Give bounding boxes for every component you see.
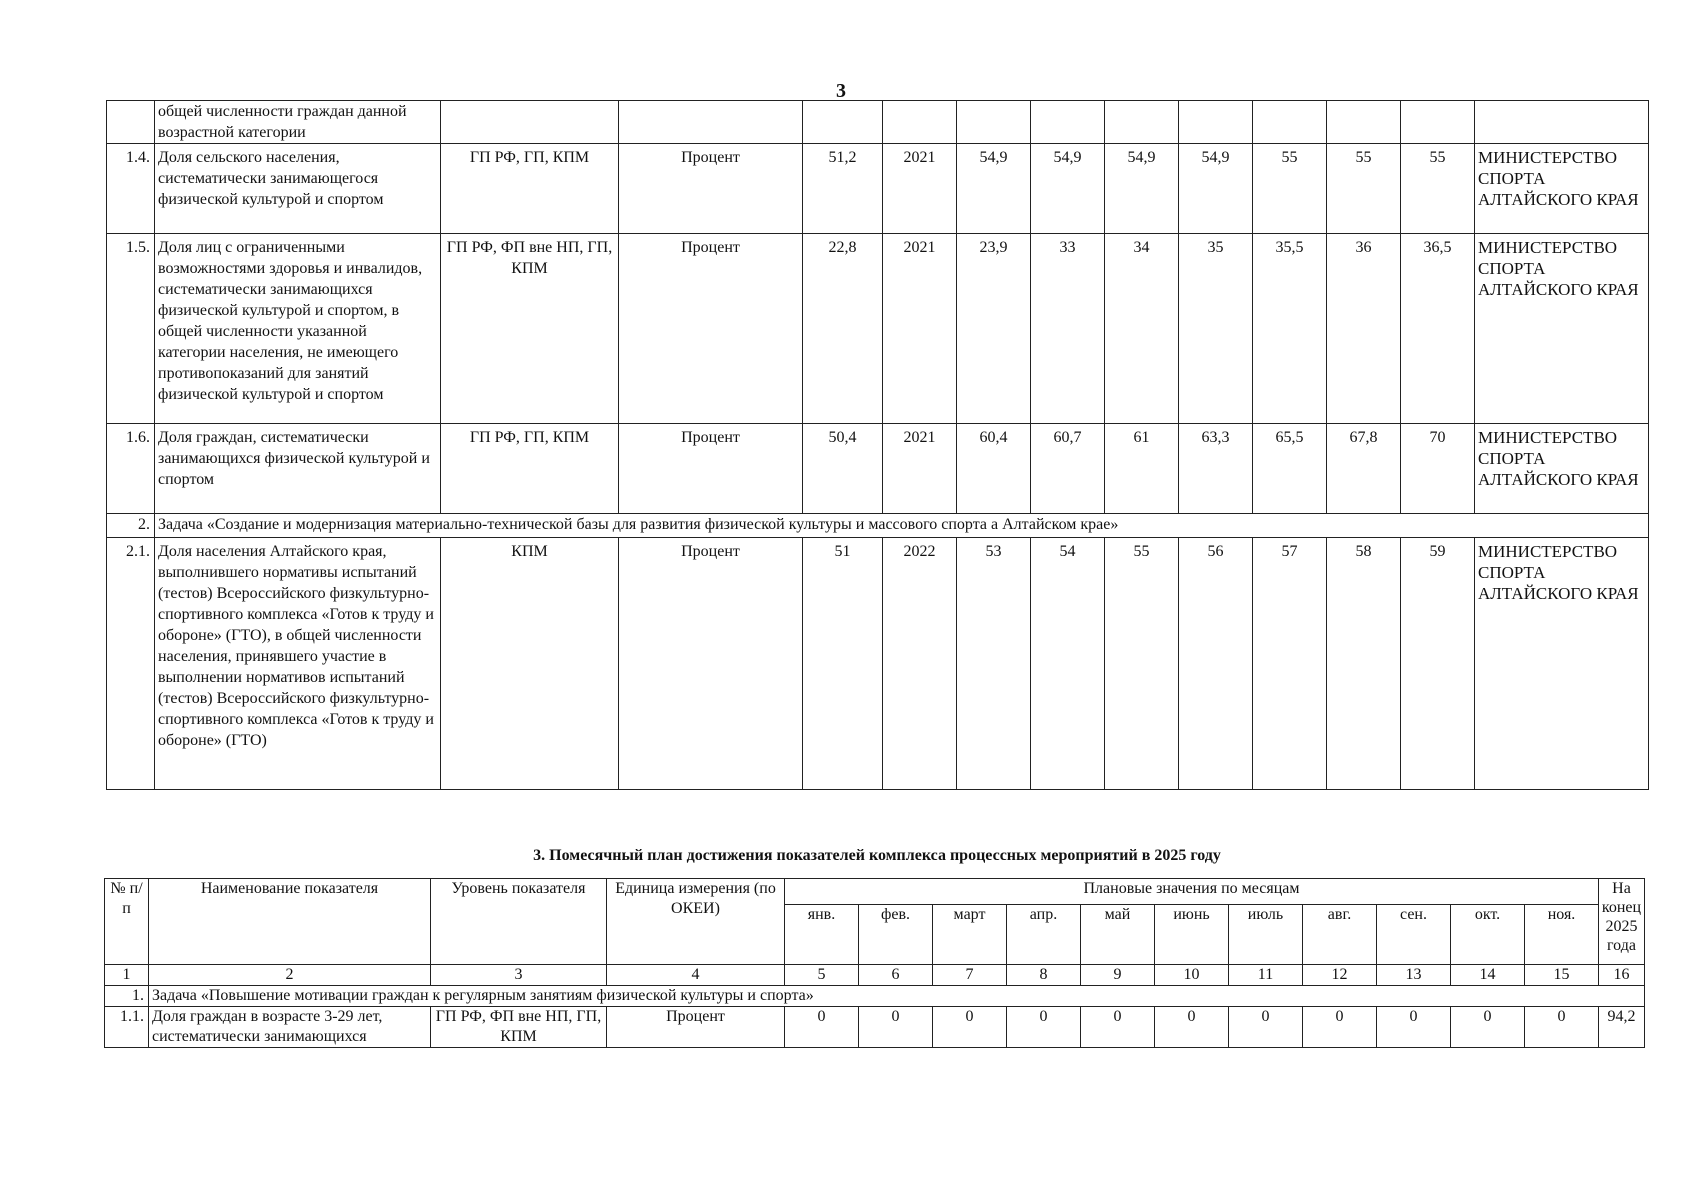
page-number: 3 <box>836 80 846 102</box>
month-value: 0 <box>1081 1007 1155 1048</box>
table-row <box>105 1007 1645 1048</box>
header-month: ноя. <box>1525 905 1599 965</box>
table-row <box>107 234 1649 424</box>
row-number: 1.5. <box>107 234 155 424</box>
target-value: 55 <box>1327 144 1401 234</box>
task-title: Задача «Создание и модернизация материально-технической базы для развития физической культуры и массового спорта а Алтайском крае» <box>155 514 1649 538</box>
unit: Процент <box>607 1007 785 1048</box>
indicator-name: Доля лиц с ограниченными возможностями здоровья и инвалидов, систематически занимающихся физической культурой и спортом, в общей численности указанной категории населения, не имеющего противопоказаний для занятий физической культурой и спортом <box>155 234 441 424</box>
row-number: 2.1. <box>107 538 155 790</box>
column-number: 3 <box>431 965 607 986</box>
indicator-name: Доля сельского населения, систематически занимающегося физической культурой и спортом <box>155 144 441 234</box>
target-value: 63,3 <box>1179 424 1253 514</box>
target-value: 59 <box>1401 538 1475 790</box>
table-row <box>107 144 1649 234</box>
target-value: 36,5 <box>1401 234 1475 424</box>
month-value: 0 <box>1377 1007 1451 1048</box>
target-value: 55 <box>1105 538 1179 790</box>
indicator-level: КПМ <box>441 538 619 790</box>
responsible: МИНИСТЕРСТВО СПОРТА АЛТАЙСКОГО КРАЯ <box>1475 234 1649 424</box>
header-month: янв. <box>785 905 859 965</box>
month-value: 0 <box>1229 1007 1303 1048</box>
row-number: 1.6. <box>107 424 155 514</box>
base-value: 50,4 <box>803 424 883 514</box>
target-value: 23,9 <box>957 234 1031 424</box>
indicator-name: Доля граждан, систематически занимающихся физической культурой и спортом <box>155 424 441 514</box>
base-year: 2021 <box>883 234 957 424</box>
header-month: апр. <box>1007 905 1081 965</box>
header-month: март <box>933 905 1007 965</box>
month-value: 0 <box>1525 1007 1599 1048</box>
month-value: 0 <box>933 1007 1007 1048</box>
target-value: 67,8 <box>1327 424 1401 514</box>
row-number: 2. <box>107 514 155 538</box>
column-number: 15 <box>1525 965 1599 986</box>
base-value: 51 <box>803 538 883 790</box>
table-row <box>107 101 1649 144</box>
task-row <box>105 986 1645 1007</box>
unit: Процент <box>619 424 803 514</box>
indicator-name: общей численности граждан данной возрастной категории <box>155 101 441 144</box>
indicator-level: ГП РФ, ФП вне НП, ГП, КПМ <box>431 1007 607 1048</box>
row-number: 1.1. <box>105 1007 149 1048</box>
base-year: 2021 <box>883 424 957 514</box>
header-month: июль <box>1229 905 1303 965</box>
column-number: 13 <box>1377 965 1451 986</box>
column-number: 5 <box>785 965 859 986</box>
column-number: 6 <box>859 965 933 986</box>
base-year: 2022 <box>883 538 957 790</box>
indicator-level: ГП РФ, ФП вне НП, ГП, КПМ <box>441 234 619 424</box>
task-row <box>107 514 1649 538</box>
column-number: 1 <box>105 965 149 986</box>
end-value: 94,2 <box>1599 1007 1645 1048</box>
header-name: Наименование показателя <box>149 879 431 965</box>
header-unit: Единица измерения (по ОКЕИ) <box>607 879 785 965</box>
target-value: 58 <box>1327 538 1401 790</box>
header-month: июнь <box>1155 905 1229 965</box>
header-month: окт. <box>1451 905 1525 965</box>
target-value: 55 <box>1253 144 1327 234</box>
month-value: 0 <box>1155 1007 1229 1048</box>
month-value: 0 <box>1303 1007 1377 1048</box>
monthly-plan-table <box>104 878 1645 1048</box>
target-value: 70 <box>1401 424 1475 514</box>
target-value: 55 <box>1401 144 1475 234</box>
column-number: 7 <box>933 965 1007 986</box>
target-value: 54,9 <box>957 144 1031 234</box>
target-value: 56 <box>1179 538 1253 790</box>
header-monthly: Плановые значения по месяцам <box>785 879 1599 905</box>
target-value: 54 <box>1031 538 1105 790</box>
indicator-name: Доля граждан в возрасте 3-29 лет, систематически занимающихся <box>149 1007 431 1048</box>
column-number: 12 <box>1303 965 1377 986</box>
target-value: 54,9 <box>1031 144 1105 234</box>
responsible: МИНИСТЕРСТВО СПОРТА АЛТАЙСКОГО КРАЯ <box>1475 424 1649 514</box>
indicators-table <box>106 100 1649 790</box>
base-value: 51,2 <box>803 144 883 234</box>
base-year: 2021 <box>883 144 957 234</box>
base-value: 22,8 <box>803 234 883 424</box>
target-value: 57 <box>1253 538 1327 790</box>
unit: Процент <box>619 538 803 790</box>
indicator-level: ГП РФ, ГП, КПМ <box>441 424 619 514</box>
column-number: 10 <box>1155 965 1229 986</box>
column-number: 8 <box>1007 965 1081 986</box>
header-level: Уровень показателя <box>431 879 607 965</box>
header-num: № п/п <box>105 879 149 965</box>
target-value: 65,5 <box>1253 424 1327 514</box>
target-value: 33 <box>1031 234 1105 424</box>
table-row <box>107 538 1649 790</box>
target-value: 53 <box>957 538 1031 790</box>
header-end: На конец 2025 года <box>1599 879 1645 965</box>
column-number: 4 <box>607 965 785 986</box>
month-value: 0 <box>859 1007 933 1048</box>
table-row <box>107 424 1649 514</box>
header-row <box>105 879 1645 905</box>
month-value: 0 <box>1007 1007 1081 1048</box>
section-title: 3. Помесячный план достижения показателей комплекса процессных мероприятий в 2025 году <box>533 847 1221 864</box>
target-value: 35,5 <box>1253 234 1327 424</box>
month-value: 0 <box>785 1007 859 1048</box>
column-number: 9 <box>1081 965 1155 986</box>
column-number: 16 <box>1599 965 1645 986</box>
column-number: 14 <box>1451 965 1525 986</box>
target-value: 54,9 <box>1179 144 1253 234</box>
target-value: 60,7 <box>1031 424 1105 514</box>
header-month: сен. <box>1377 905 1451 965</box>
unit: Процент <box>619 144 803 234</box>
target-value: 36 <box>1327 234 1401 424</box>
target-value: 54,9 <box>1105 144 1179 234</box>
target-value: 34 <box>1105 234 1179 424</box>
unit: Процент <box>619 234 803 424</box>
responsible: МИНИСТЕРСТВО СПОРТА АЛТАЙСКОГО КРАЯ <box>1475 538 1649 790</box>
row-number: 1. <box>105 986 149 1007</box>
month-value: 0 <box>1451 1007 1525 1048</box>
header-month: май <box>1081 905 1155 965</box>
indicator-level: ГП РФ, ГП, КПМ <box>441 144 619 234</box>
column-number: 2 <box>149 965 431 986</box>
task-title: Задача «Повышение мотивации граждан к регулярным занятиям физической культуры и спорта» <box>149 986 1645 1007</box>
responsible: МИНИСТЕРСТВО СПОРТА АЛТАЙСКОГО КРАЯ <box>1475 144 1649 234</box>
column-number-row <box>105 965 1645 986</box>
target-value: 60,4 <box>957 424 1031 514</box>
target-value: 35 <box>1179 234 1253 424</box>
header-month: авг. <box>1303 905 1377 965</box>
header-month: фев. <box>859 905 933 965</box>
row-number: 1.4. <box>107 144 155 234</box>
target-value: 61 <box>1105 424 1179 514</box>
indicator-name: Доля населения Алтайского края, выполнившего нормативы испытаний (тестов) Всероссийского физкультурно-спортивного комплекса «Готов к труду и обороне» (ГТО), в общей численности населения, принявшего участие в выполнении нормативов испытаний (тестов) Всероссийского физкультурно-спортивного комплекса «Готов к труду и обороне» (ГТО) <box>155 538 441 790</box>
column-number: 11 <box>1229 965 1303 986</box>
